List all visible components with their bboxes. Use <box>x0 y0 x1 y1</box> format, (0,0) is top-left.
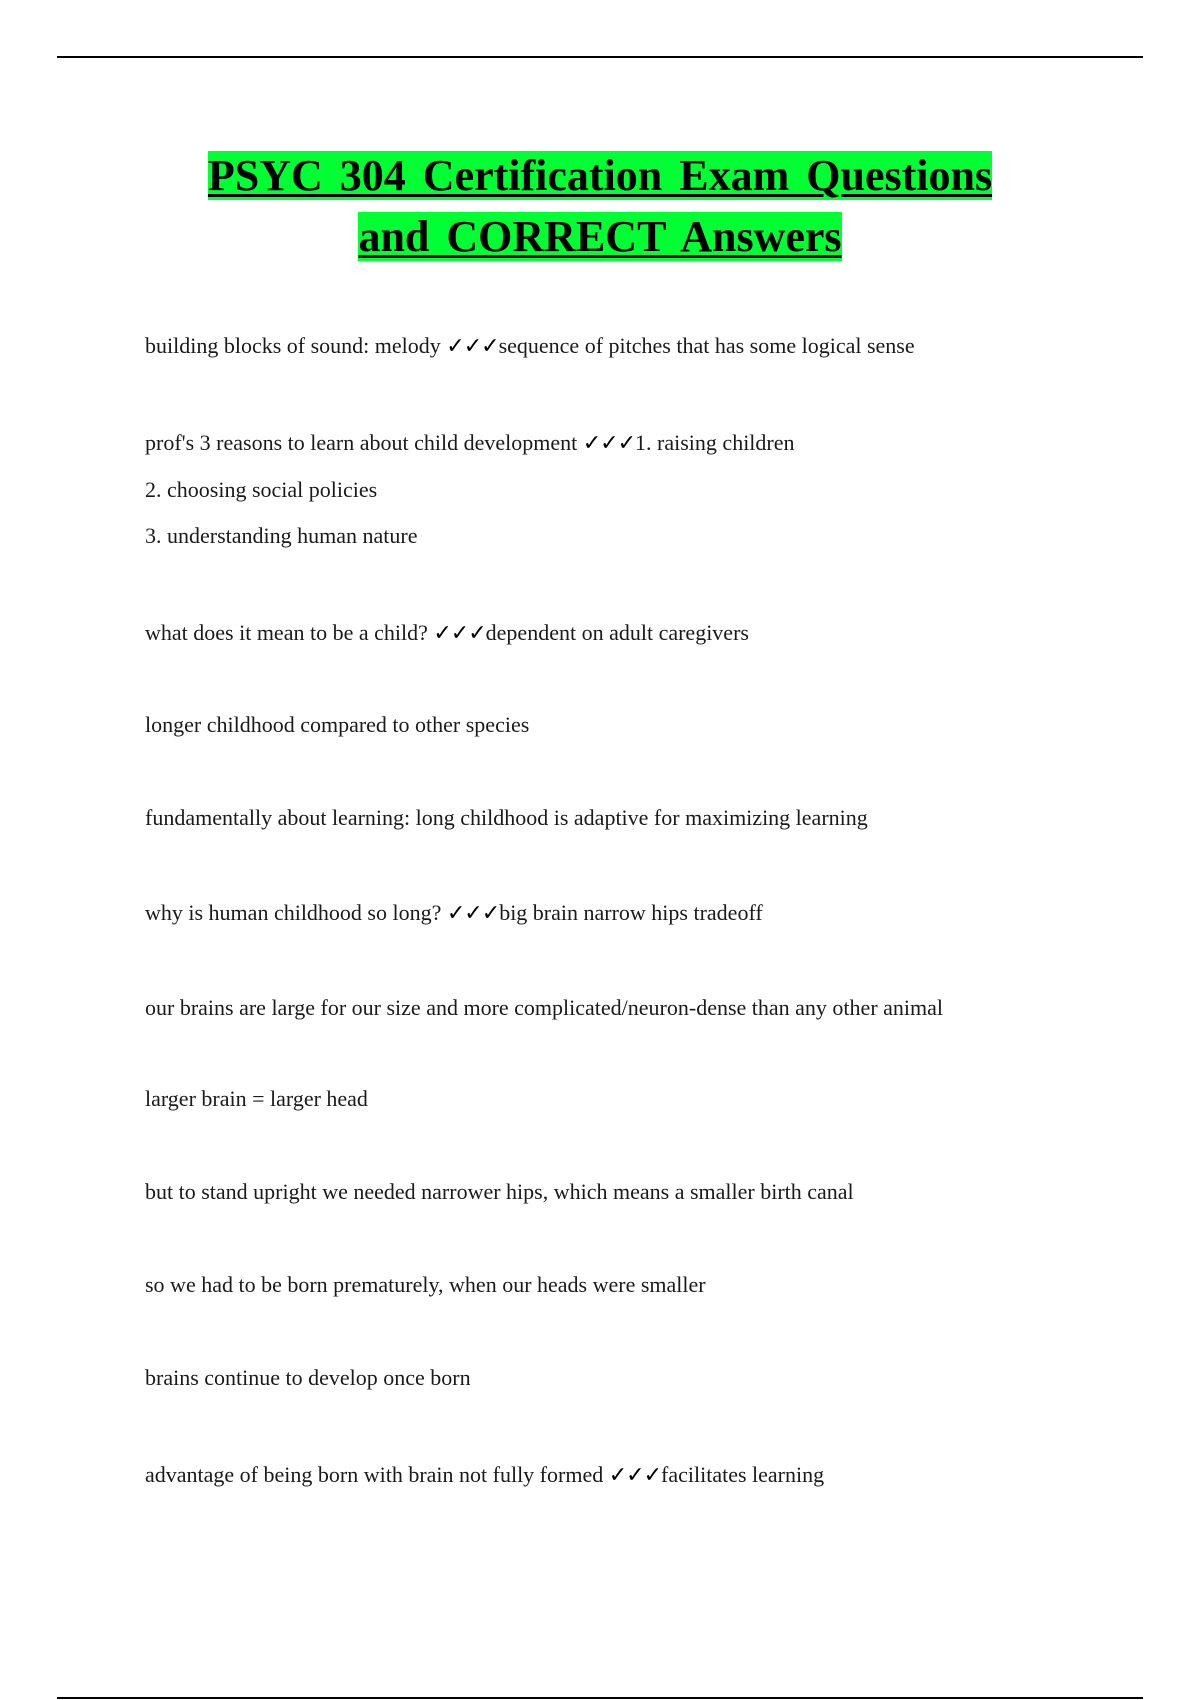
answer-line: longer childhood compared to other species <box>145 712 530 737</box>
qa-entry-melody <box>145 332 915 361</box>
qa-entry-advantage <box>145 1461 824 1490</box>
qa-entry-child <box>145 619 749 648</box>
checkmark-icon: ✓✓✓ <box>446 334 499 359</box>
answer-line: fundamentally about learning: long childhood is adaptive for maximizing learning <box>145 805 868 830</box>
answer-text: dependent on adult caregivers <box>485 620 749 645</box>
question-text: prof's 3 reasons to learn about child development <box>145 430 583 455</box>
answer-line: 2. choosing social policies <box>145 477 378 502</box>
checkmark-icon: ✓✓✓ <box>582 431 636 456</box>
top-rule <box>57 56 1143 58</box>
answer-text: facilitates learning <box>661 1462 825 1487</box>
answer-line: 3. understanding human nature <box>145 523 418 548</box>
question-text: what does it mean to be a child? <box>145 620 434 645</box>
answer-text: 1. raising children <box>635 430 795 455</box>
answer-line: our brains are large for our size and more complicated/neuron-dense than any other animal <box>145 995 944 1020</box>
qa-entry-reasons <box>145 429 795 458</box>
title-line-1: PSYC 304 Certification Exam Questions <box>207 151 993 200</box>
answer-text: sequence of pitches that has some logical sense <box>498 333 915 358</box>
checkmark-icon: ✓✓✓ <box>446 901 500 926</box>
qa-entry-childhood-length <box>145 899 763 928</box>
answer-text: big brain narrow hips tradeoff <box>499 900 763 925</box>
answer-line: so we had to be born prematurely, when our heads were smaller <box>145 1272 706 1297</box>
bottom-rule <box>57 1697 1143 1699</box>
question-text: building blocks of sound: melody <box>145 333 447 358</box>
question-text: advantage of being born with brain not fully formed <box>145 1462 609 1487</box>
document-title <box>100 145 1100 267</box>
answer-line: larger brain = larger head <box>145 1086 368 1111</box>
answer-line: brains continue to develop once born <box>145 1365 471 1390</box>
question-text: why is human childhood so long? <box>145 900 447 925</box>
checkmark-icon: ✓✓✓ <box>433 621 486 646</box>
answer-line: but to stand upright we needed narrower hips, which means a smaller birth canal <box>145 1179 854 1204</box>
title-line-2: and CORRECT Answers <box>358 212 842 261</box>
checkmark-icon: ✓✓✓ <box>608 1463 662 1488</box>
